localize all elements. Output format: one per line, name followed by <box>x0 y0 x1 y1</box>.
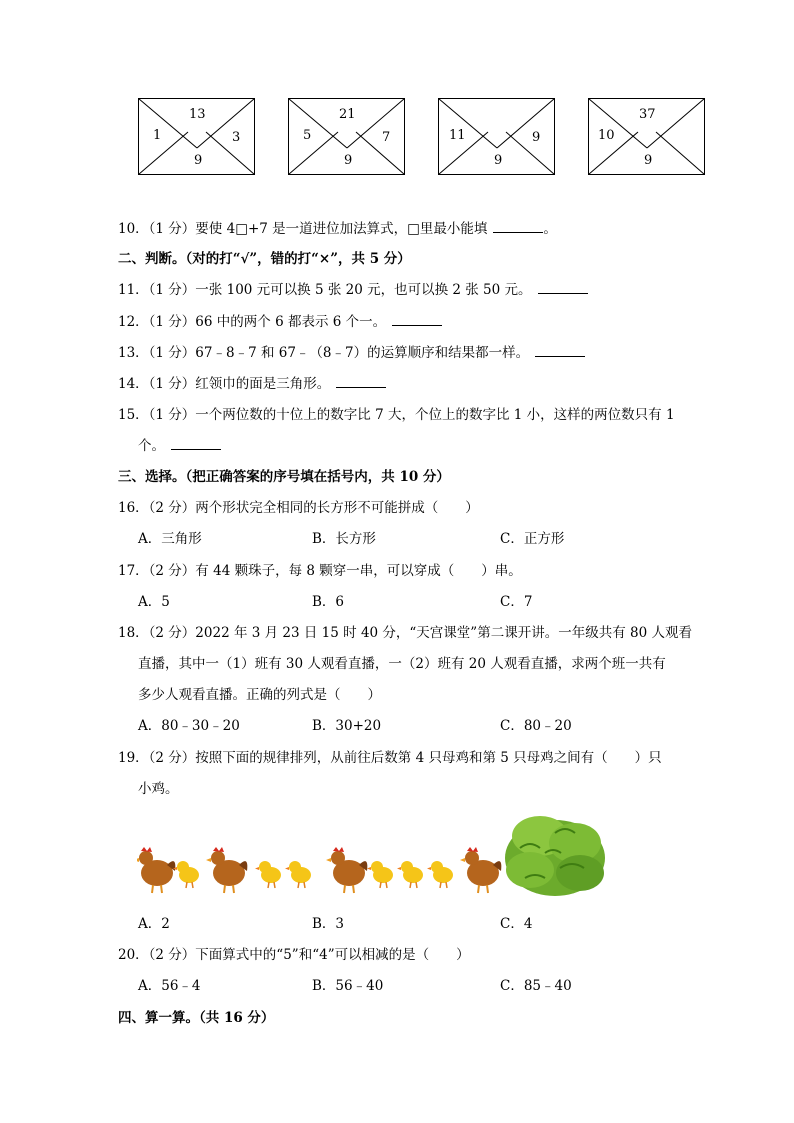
hen-icon <box>460 847 501 893</box>
envelope-right-number: 3 <box>232 130 241 145</box>
envelope-left-number: 1 <box>153 128 162 143</box>
bush-icon <box>500 808 610 900</box>
question-text: 个。 <box>138 438 165 454</box>
question-19-line-1: 19．（2 分）按照下面的规律排列，从前往后数第 4 只母鸡和第 5 只母鸡之间有（ ）只 <box>118 750 662 766</box>
option-c[interactable]: C．7 <box>500 594 533 610</box>
envelope-left-number: 10 <box>598 128 615 143</box>
question-15-line-2 <box>138 437 221 455</box>
option-a[interactable]: A．三角形 <box>138 531 202 547</box>
question-15-line-1: 15．（1 分）一个两位数的十位上的数字比 7 大，个位上的数字比 1 小，这样的两位数只有 1 <box>118 407 675 423</box>
option-a[interactable]: A．80﹣30﹣20 <box>138 718 240 734</box>
question-text: 11．（1 分）一张 100 元可以换 5 张 20 元，也可以换 2 张 50 元。 <box>118 282 532 298</box>
option-a[interactable]: A．2 <box>138 916 170 932</box>
answer-blank[interactable] <box>535 344 585 357</box>
envelope-1 <box>138 98 256 176</box>
option-a[interactable]: A．5 <box>138 594 170 610</box>
option-c[interactable]: C．80﹣20 <box>500 718 572 734</box>
chick-icon <box>255 861 281 888</box>
answer-blank[interactable] <box>171 437 221 450</box>
envelope-2 <box>288 98 406 176</box>
envelope-4 <box>588 98 706 176</box>
question-text: 12．（1 分）66 中的两个 6 都表示 6 个一。 <box>118 314 387 330</box>
question-19-line-2: 小鸡。 <box>138 781 179 797</box>
question-18-line-3: 多少人观看直播。正确的列式是（ ） <box>138 687 381 703</box>
section-heading-judgement: 二、判断。（对的打“√”，错的打“×”，共 5 分） <box>118 251 411 267</box>
question-16: 16．（2 分）两个形状完全相同的长方形不可能拼成（ ） <box>118 500 479 516</box>
question-14 <box>118 375 386 393</box>
envelope-top-number: 21 <box>339 107 356 122</box>
chick-icon <box>367 861 393 888</box>
envelope-left-number: 11 <box>449 128 466 143</box>
question-text: 13．（1 分）67﹣8﹣7 和 67﹣（8﹣7）的运算顺序和结果都一样。 <box>118 345 530 361</box>
section-heading-calculation: 四、算一算。（共 16 分） <box>118 1010 275 1026</box>
envelope-bottom-number: 9 <box>344 153 353 168</box>
question-text: 10．（1 分）要使 4□+7 是一道进位加法算式，□里最小能填 <box>118 221 488 237</box>
question-18-line-2: 直播，其中一（1）班有 30 人观看直播，一（2）班有 20 人观看直播，求两个班一共有 <box>138 656 666 672</box>
question-11 <box>118 281 588 299</box>
envelope-bottom-number: 9 <box>644 153 653 168</box>
chick-icon <box>397 861 423 888</box>
chick-icon <box>173 861 199 888</box>
question-13 <box>118 344 585 362</box>
chick-icon <box>427 861 453 888</box>
envelope-right-number: 7 <box>382 130 391 145</box>
answer-blank[interactable] <box>538 281 588 294</box>
option-b[interactable]: B．30+20 <box>312 718 382 734</box>
hen-icon <box>206 847 247 893</box>
chick-icon <box>285 861 311 888</box>
option-c[interactable]: C．85﹣40 <box>500 978 572 994</box>
envelope-top-number: 13 <box>189 107 206 122</box>
envelope-top-number: 37 <box>639 107 656 122</box>
envelope-left-number: 5 <box>303 128 312 143</box>
question-text: 14．（1 分）红领巾的面是三角形。 <box>118 376 331 392</box>
option-c[interactable]: C．正方形 <box>500 531 565 547</box>
option-b[interactable]: B．长方形 <box>312 531 376 547</box>
section-heading-choice: 三、选择。（把正确答案的序号填在括号内，共 10 分） <box>118 469 450 485</box>
envelope-bottom-number: 9 <box>494 153 503 168</box>
envelope-bottom-number: 9 <box>194 153 203 168</box>
option-a[interactable]: A．56﹣4 <box>138 978 201 994</box>
answer-blank[interactable] <box>493 220 543 233</box>
option-c[interactable]: C．4 <box>500 916 533 932</box>
envelope-right-number: 9 <box>532 130 541 145</box>
question-12 <box>118 313 442 331</box>
question-10 <box>118 220 557 238</box>
answer-blank[interactable] <box>336 375 386 388</box>
option-b[interactable]: B．3 <box>312 916 345 932</box>
hen-icon <box>137 847 175 893</box>
question-18-line-1: 18．（2 分）2022 年 3 月 23 日 15 时 40 分，“天宫课堂”第二课开讲。一年级共有 80 人观看 <box>118 625 692 641</box>
question-17: 17．（2 分）有 44 颗珠子，每 8 颗穿一串，可以穿成（ ）串。 <box>118 563 522 579</box>
question-end: 。 <box>543 221 557 237</box>
option-b[interactable]: B．6 <box>312 594 345 610</box>
answer-blank[interactable] <box>392 313 442 326</box>
question-20: 20．（2 分）下面算式中的“5”和“4”可以相减的是（ ） <box>118 947 470 963</box>
option-b[interactable]: B．56﹣40 <box>312 978 384 994</box>
hen-icon <box>326 847 367 893</box>
envelope-3 <box>438 98 556 176</box>
